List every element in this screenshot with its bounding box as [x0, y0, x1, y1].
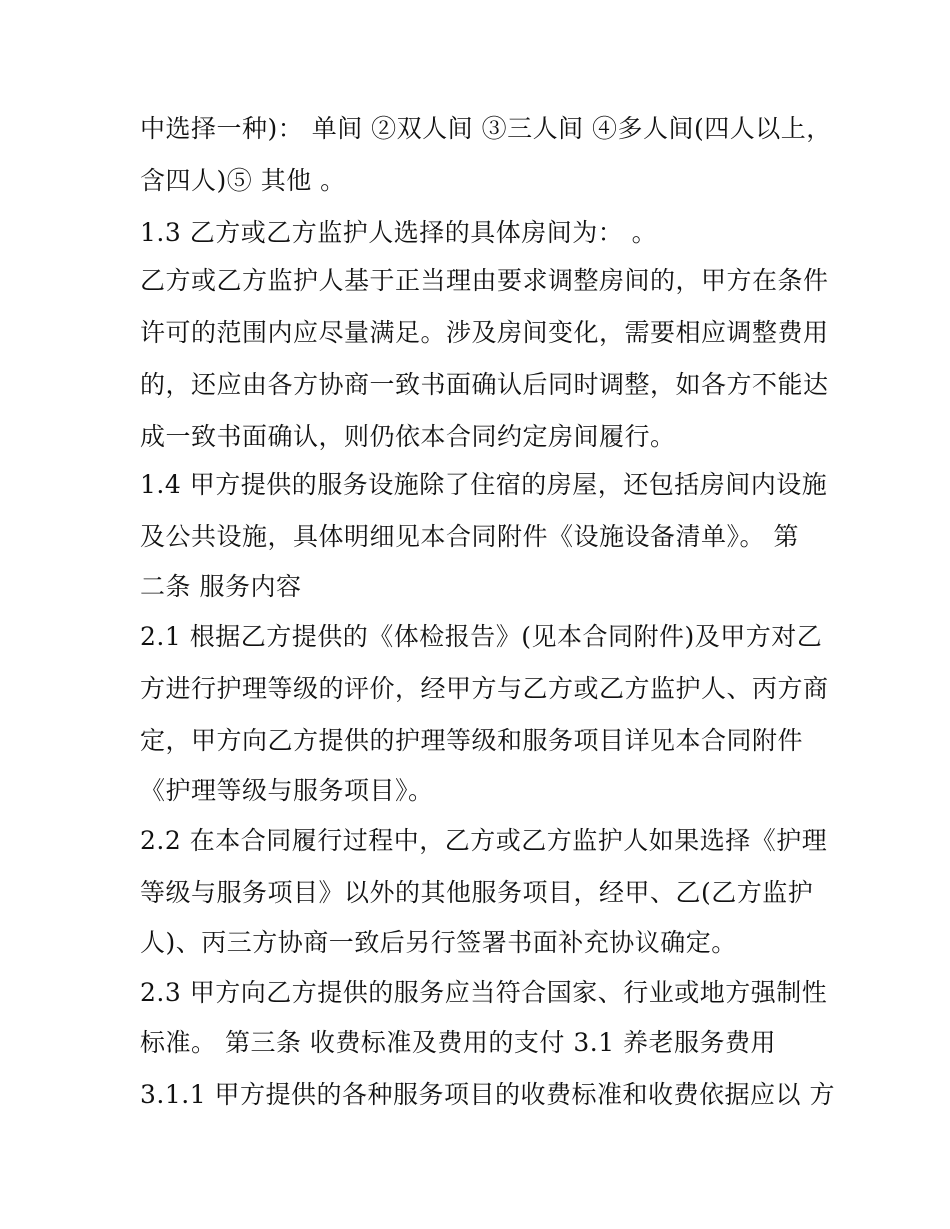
text-line: 及公共设施，具体明细见本合同附件《设施设备清单》。 第 — [140, 522, 799, 551]
text-line: 《护理等级与服务项目》。 — [140, 776, 434, 805]
text-line: 成一致书面确认，则仍依本合同约定房间履行。 — [140, 422, 676, 451]
text-line: 3.1.1 甲方提供的各种服务项目的收费标准和收费依据应以 方 — [140, 1080, 836, 1109]
text-line: 等级与服务项目》以外的其他服务项目，经甲、乙(乙方监护 — [140, 878, 814, 907]
text-line: 的，还应由各方协商一致书面确认后同时调整，如各方不能达 — [140, 370, 829, 399]
text-line: 1.3 乙方或乙方监护人选择的具体房间为： 。 — [140, 218, 658, 247]
text-line: 标准。 第三条 收费标准及费用的支付 3.1 养老服务费用 — [140, 1028, 777, 1057]
text-line: 含四人)⑤ 其他 。 — [140, 166, 346, 195]
text-line: 乙方或乙方监护人基于正当理由要求调整房间的，甲方在条件 — [140, 266, 829, 295]
text-line: 中选择一种)： 单间 ②双人间 ③三人间 ④多人间(四人以上， — [140, 114, 832, 143]
text-line: 2.3 甲方向乙方提供的服务应当符合国家、行业或地方强制性 — [140, 978, 828, 1007]
text-line: 2.2 在本合同履行过程中，乙方或乙方监护人如果选择《护理 — [140, 826, 828, 855]
text-line: 2.1 根据乙方提供的《体检报告》(见本合同附件)及甲方对乙 — [140, 622, 823, 651]
text-line: 定，甲方向乙方提供的护理等级和服务项目详见本合同附件 — [140, 726, 804, 755]
text-line: 方进行护理等级的评价，经甲方与乙方或乙方监护人、丙方商 — [140, 674, 829, 703]
text-line: 二条 服务内容 — [140, 572, 302, 601]
text-line: 许可的范围内应尽量满足。涉及房间变化，需要相应调整费用 — [140, 318, 829, 347]
text-line: 1.4 甲方提供的服务设施除了住宿的房屋，还包括房间内设施 — [140, 470, 828, 499]
text-line: 人)、丙三方协商一致后另行签署书面补充协议确定。 — [140, 928, 737, 957]
